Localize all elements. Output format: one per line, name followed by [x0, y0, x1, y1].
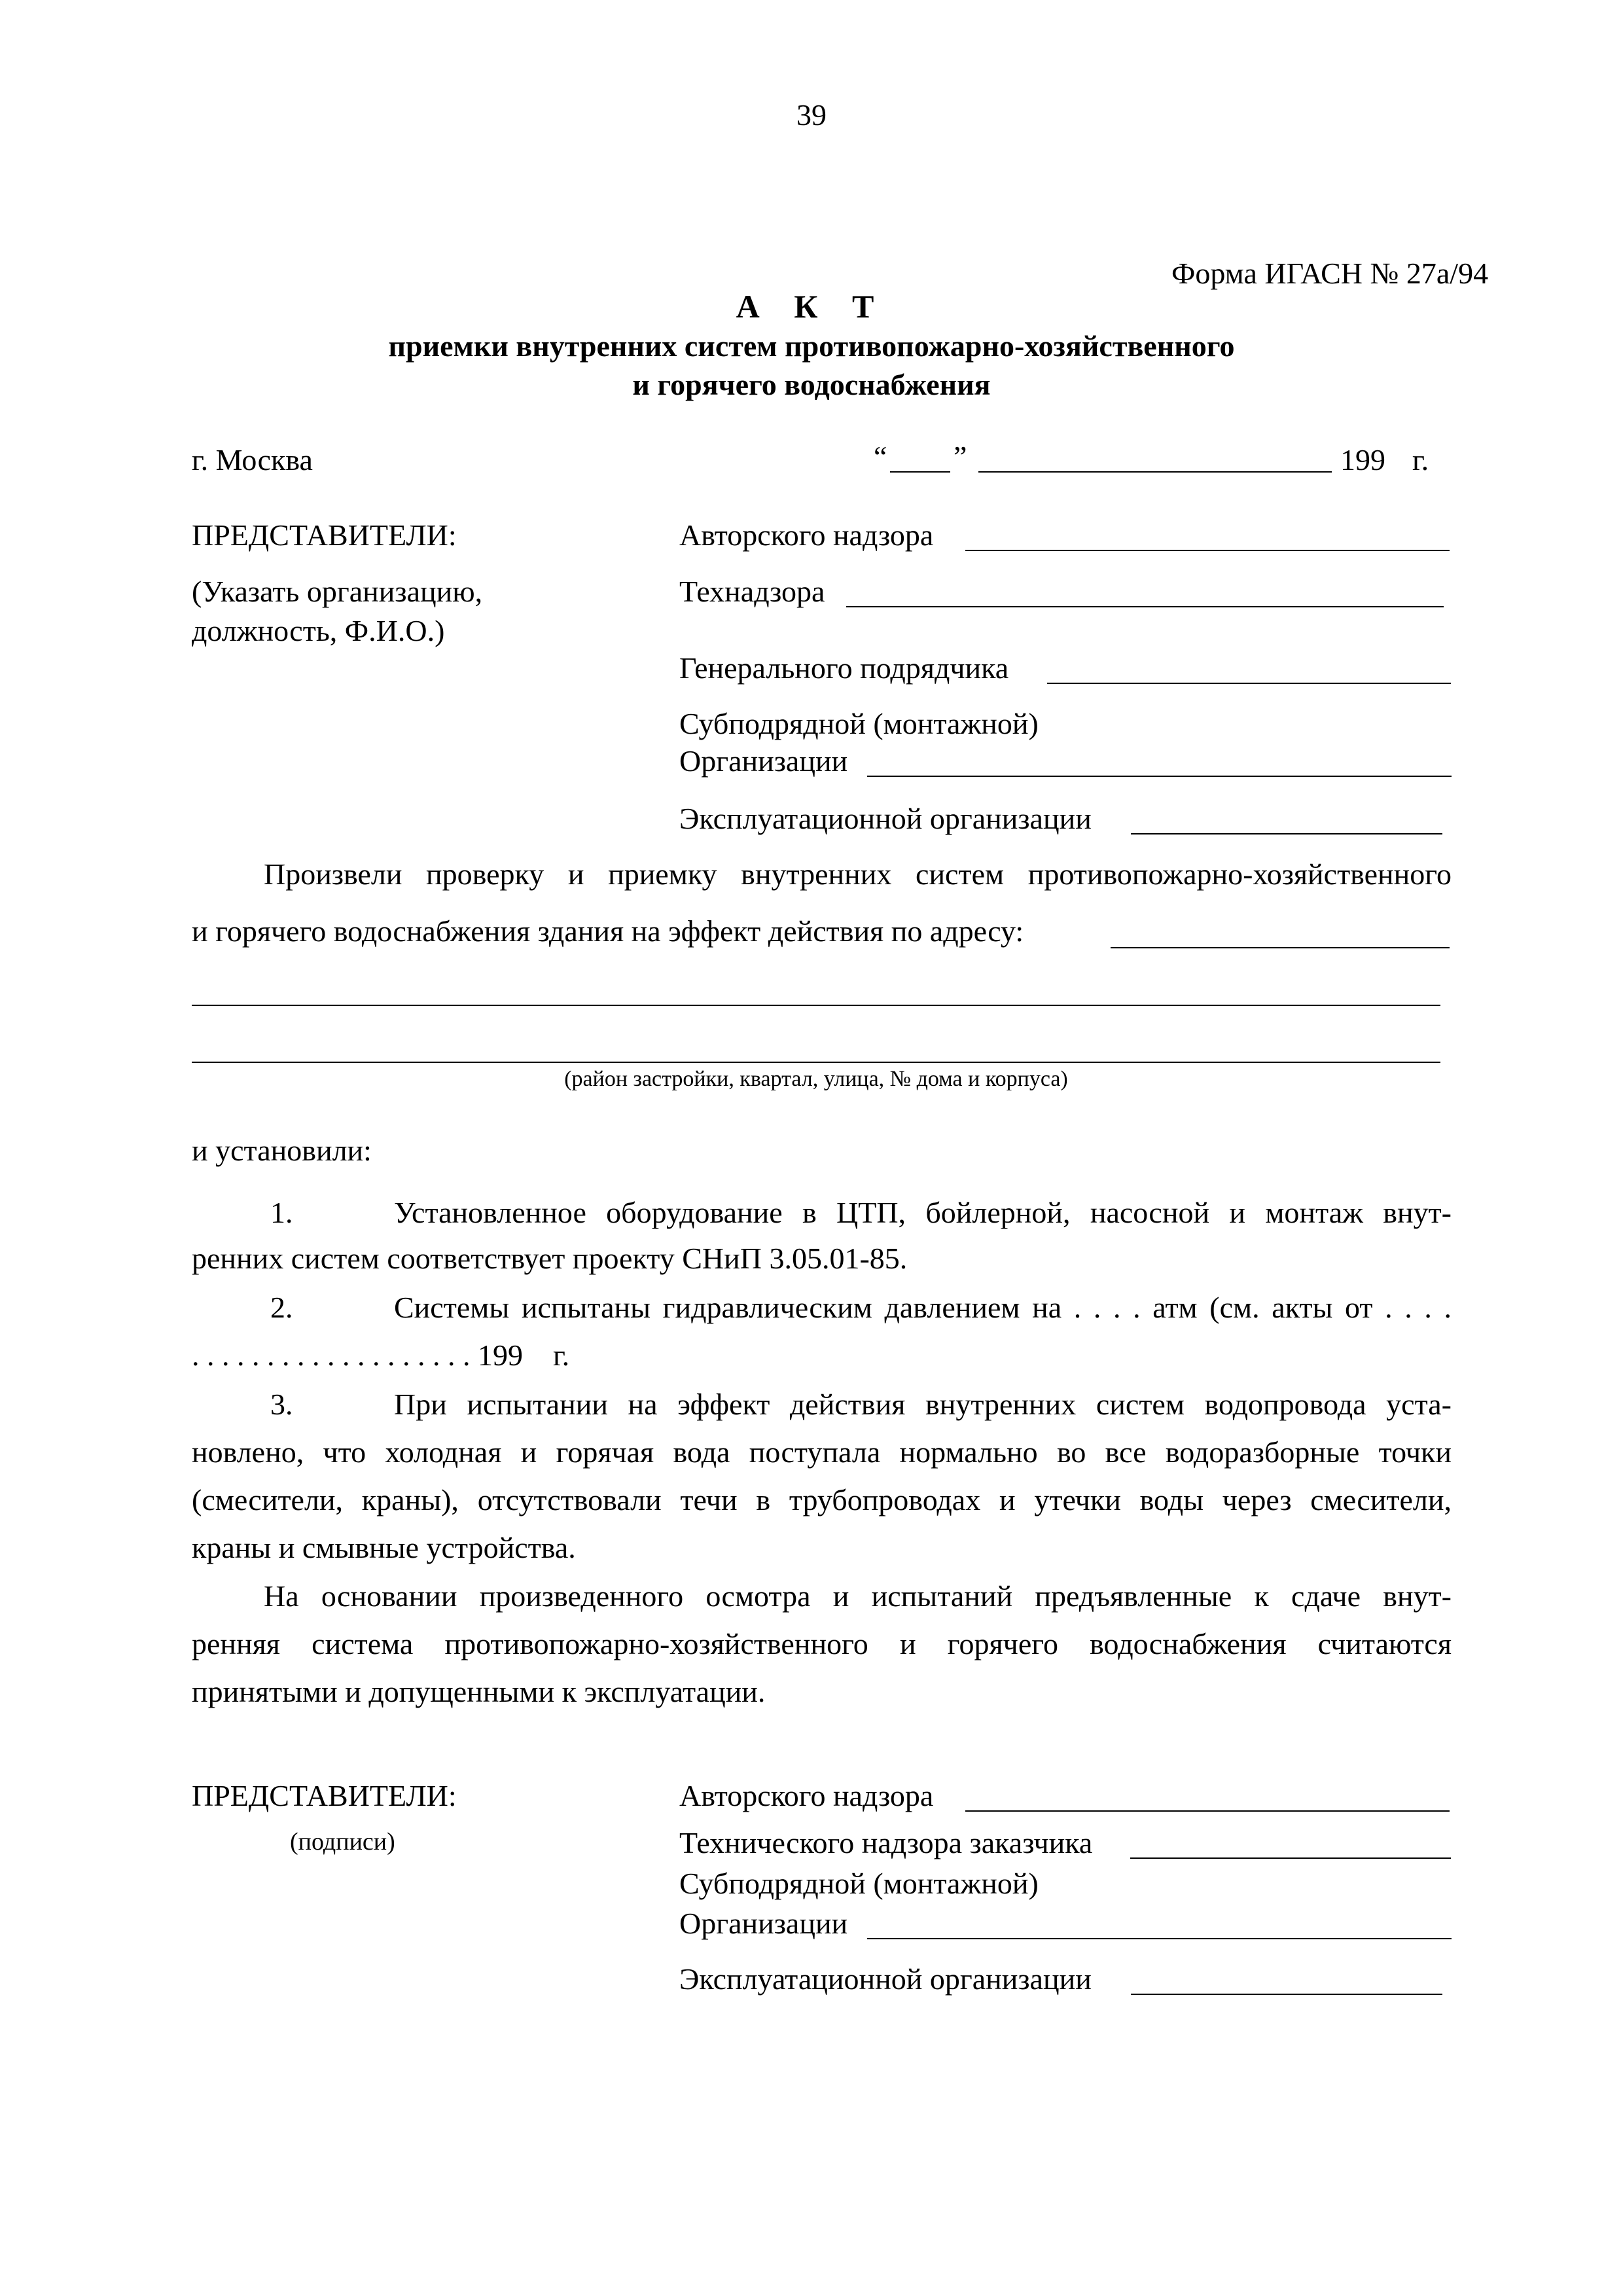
bottom-author-supervision-label: Авторского надзора [679, 1779, 934, 1812]
item-1-number: 1. [270, 1196, 293, 1229]
bottom-subcontractor-field[interactable] [867, 1938, 1452, 1939]
item-2-number: 2. [270, 1291, 293, 1324]
page-number: 39 [796, 98, 827, 132]
address-hint: (район застройки, квартал, улица, № дома и корпуса) [564, 1067, 1068, 1091]
subcontractor-label-line2: Организации [679, 744, 848, 778]
signatures-heading: ПРЕДСТАВИТЕЛИ: [192, 1779, 457, 1812]
bottom-subcontractor-label-line2: Организации [679, 1907, 848, 1940]
document-subtitle-line2: и горячего водоснабжения [632, 368, 991, 401]
date-year-suffix: г. [1412, 443, 1429, 476]
bottom-operating-org-field[interactable] [1131, 1994, 1442, 1995]
intro-line1: Произвели проверку и приемку внутренних систем противопожарно-хозяйственного [264, 857, 1452, 891]
form-label: Форма ИГАСН № 27а/94 [1171, 257, 1489, 290]
subcontractor-field[interactable] [867, 776, 1452, 777]
bottom-operating-org-label: Эксплуатационной организации [679, 1962, 1092, 1996]
subcontractor-label-line1: Субподрядной (монтажной) [679, 707, 1039, 740]
document-title: А К Т [736, 288, 887, 325]
customer-tech-supervision-field[interactable] [1130, 1857, 1451, 1859]
item-3-line2: новлено, что холодная и горячая вода поступала нормально во все водоразборные точки [192, 1435, 1452, 1469]
item-1-line2: ренних систем соответствует проекту СНиП 3.05.01-85. [192, 1242, 908, 1275]
author-supervision-field[interactable] [965, 550, 1450, 551]
general-contractor-field[interactable] [1047, 683, 1451, 684]
date-day-field[interactable] [890, 471, 950, 473]
author-supervision-label: Авторского надзора [679, 518, 934, 552]
address-field-line2[interactable] [192, 1005, 1440, 1006]
conclusion-line1: На основании произведенного осмотра и испытаний предъявленные к сдаче внут- [264, 1579, 1452, 1613]
intro-line2: и горячего водоснабжения здания на эффект действия по адресу: [192, 914, 1024, 948]
tech-supervision-field[interactable] [846, 606, 1444, 607]
representatives-heading: ПРЕДСТАВИТЕЛИ: [192, 518, 457, 552]
city-label: г. Москва [192, 443, 313, 476]
item-2-line2: . . . . . . . . . . . . . . . . . . . 199 г. [192, 1338, 570, 1372]
tech-supervision-label: Технадзора [679, 575, 825, 608]
date-year: 199 [1340, 443, 1385, 476]
operating-org-label: Эксплуатационной организации [679, 802, 1092, 835]
conclusion-line2: ренняя система противопожарно-хозяйственного и горячего водоснабжения считаются [192, 1627, 1452, 1660]
bottom-subcontractor-label-line1: Субподрядной (монтажной) [679, 1867, 1039, 1900]
general-contractor-label: Генерального подрядчика [679, 651, 1009, 685]
bottom-author-supervision-field[interactable] [965, 1810, 1450, 1812]
item-3-line3: (смесители, краны), отсутствовали течи в трубопроводах и утечки воды через смесители, [192, 1483, 1452, 1516]
signatures-hint: (подписи) [290, 1828, 395, 1856]
date-month-field[interactable] [978, 471, 1332, 473]
item-3-line4: краны и смывные устройства. [192, 1531, 576, 1564]
document-subtitle-line1: приемки внутренних систем противопожарно-хозяйственного [388, 329, 1235, 363]
address-field-line3[interactable] [192, 1062, 1440, 1063]
date-close-quote: ” [954, 440, 967, 473]
item-2-line1: Системы испытаны гидравлическим давлением на . . . . атм (см. акты от . . . . [394, 1291, 1452, 1324]
address-field-line1[interactable] [1111, 947, 1450, 948]
item-1-line1: Установленное оборудование в ЦТП, бойлерной, насосной и монтаж внут- [394, 1196, 1452, 1229]
representatives-hint-line2: должность, Ф.И.О.) [192, 614, 445, 647]
representatives-hint-line1: (Указать организацию, [192, 575, 483, 608]
item-3-line1: При испытании на эффект действия внутренних систем водопровода уста- [394, 1388, 1452, 1421]
date-open-quote: “ [874, 440, 887, 473]
established-label: и установили: [192, 1134, 372, 1167]
operating-org-field[interactable] [1131, 833, 1442, 834]
conclusion-line3: принятыми и допущенными к эксплуатации. [192, 1675, 766, 1708]
item-3-number: 3. [270, 1388, 293, 1421]
customer-tech-supervision-label: Технического надзора заказчика [679, 1826, 1093, 1859]
